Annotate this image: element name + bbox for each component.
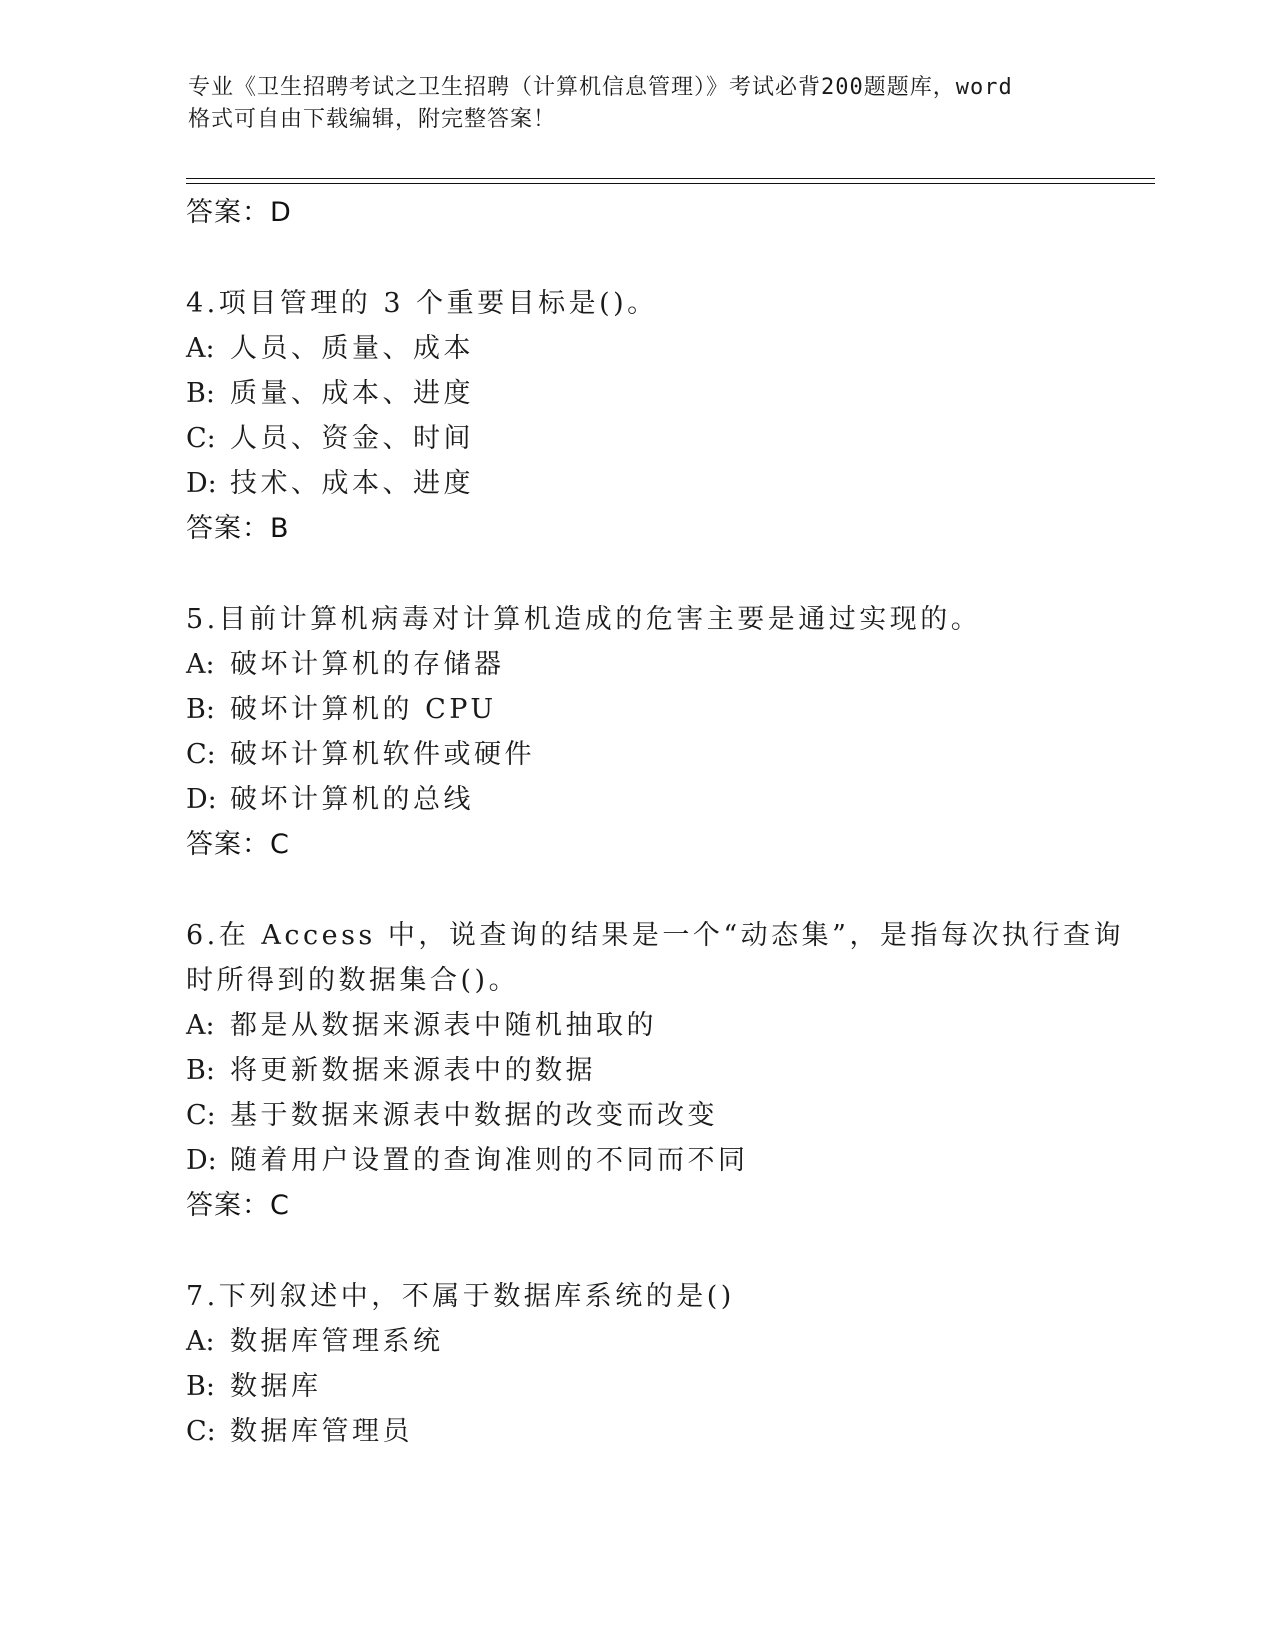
option-text: 数据库管理员 <box>230 1416 413 1447</box>
answer: 答案：B <box>186 513 290 544</box>
option-text: 破坏计算机软件或硬件 <box>230 739 535 770</box>
option-letter: B: <box>186 694 215 725</box>
question-list <box>186 190 1126 1454</box>
option-text: 基于数据来源表中数据的改变而改变 <box>230 1100 718 1131</box>
option-text: 破坏计算机的总线 <box>230 784 474 815</box>
answer: 答案：C <box>186 1190 290 1221</box>
option-text: 都是从数据来源表中随机抽取的 <box>230 1010 657 1041</box>
option-c <box>186 416 1126 461</box>
header-divider-bottom <box>186 183 1155 184</box>
option-letter: A: <box>186 1326 215 1357</box>
option-a <box>186 326 1126 371</box>
option-letter: A: <box>186 333 215 364</box>
question-text-line-1: 6.在 Access 中，说查询的结果是一个“动态集”，是指每次执行查询 <box>186 920 1124 951</box>
option-text: 破坏计算机的存储器 <box>230 649 505 680</box>
option-letter: C: <box>186 739 216 770</box>
question-item <box>186 281 1126 551</box>
spacer <box>186 867 1126 913</box>
spacer <box>186 1228 1126 1274</box>
option-text: 质量、成本、进度 <box>230 378 474 409</box>
option-letter: D: <box>186 784 217 815</box>
question-text: 5.目前计算机病毒对计算机造成的危害主要是通过实现的。 <box>186 604 982 635</box>
option-text: 人员、资金、时间 <box>230 423 474 454</box>
option-c <box>186 732 1126 777</box>
document-header <box>188 72 1088 136</box>
question-item <box>186 597 1126 867</box>
header-line-2: 格式可自由下载编辑，附完整答案！ <box>188 107 557 132</box>
option-text: 破坏计算机的 CPU <box>230 694 497 725</box>
header-divider-top <box>186 178 1155 179</box>
option-d <box>186 461 1126 506</box>
header-line-1: 专业《卫生招聘考试之卫生招聘（计算机信息管理）》考试必背200题题库，word <box>188 75 1013 100</box>
option-letter: B: <box>186 378 215 409</box>
spacer <box>186 235 1126 281</box>
option-letter: B: <box>186 1371 215 1402</box>
option-text: 随着用户设置的查询准则的不同而不同 <box>230 1145 749 1176</box>
question-text-line-2: 时所得到的数据集合()。 <box>186 965 520 996</box>
option-letter: C: <box>186 1416 216 1447</box>
option-text: 人员、质量、成本 <box>230 333 474 364</box>
option-b <box>186 371 1126 416</box>
option-letter: C: <box>186 1100 216 1131</box>
option-b <box>186 1364 1126 1409</box>
option-letter: C: <box>186 423 216 454</box>
option-b <box>186 687 1126 732</box>
option-text: 技术、成本、进度 <box>230 468 474 499</box>
answer: 答案：C <box>186 829 290 860</box>
question-item <box>186 1274 1126 1454</box>
option-text: 数据库 <box>230 1371 322 1402</box>
option-letter: B: <box>186 1055 215 1086</box>
option-letter: A: <box>186 1010 215 1041</box>
option-letter: A: <box>186 649 215 680</box>
option-letter: D: <box>186 1145 217 1176</box>
option-a <box>186 1003 1126 1048</box>
option-d <box>186 1138 1126 1183</box>
option-letter: D: <box>186 468 217 499</box>
previous-answer: 答案：D <box>186 197 292 228</box>
option-b <box>186 1048 1126 1093</box>
option-c <box>186 1409 1126 1454</box>
option-a <box>186 642 1126 687</box>
question-item <box>186 913 1126 1228</box>
question-text: 7.下列叙述中，不属于数据库系统的是() <box>186 1281 735 1312</box>
spacer <box>186 551 1126 597</box>
option-text: 数据库管理系统 <box>230 1326 444 1357</box>
option-a <box>186 1319 1126 1364</box>
option-text: 将更新数据来源表中的数据 <box>230 1055 596 1086</box>
option-d <box>186 777 1126 822</box>
option-c <box>186 1093 1126 1138</box>
question-text: 4.项目管理的 3 个重要目标是()。 <box>186 288 658 319</box>
